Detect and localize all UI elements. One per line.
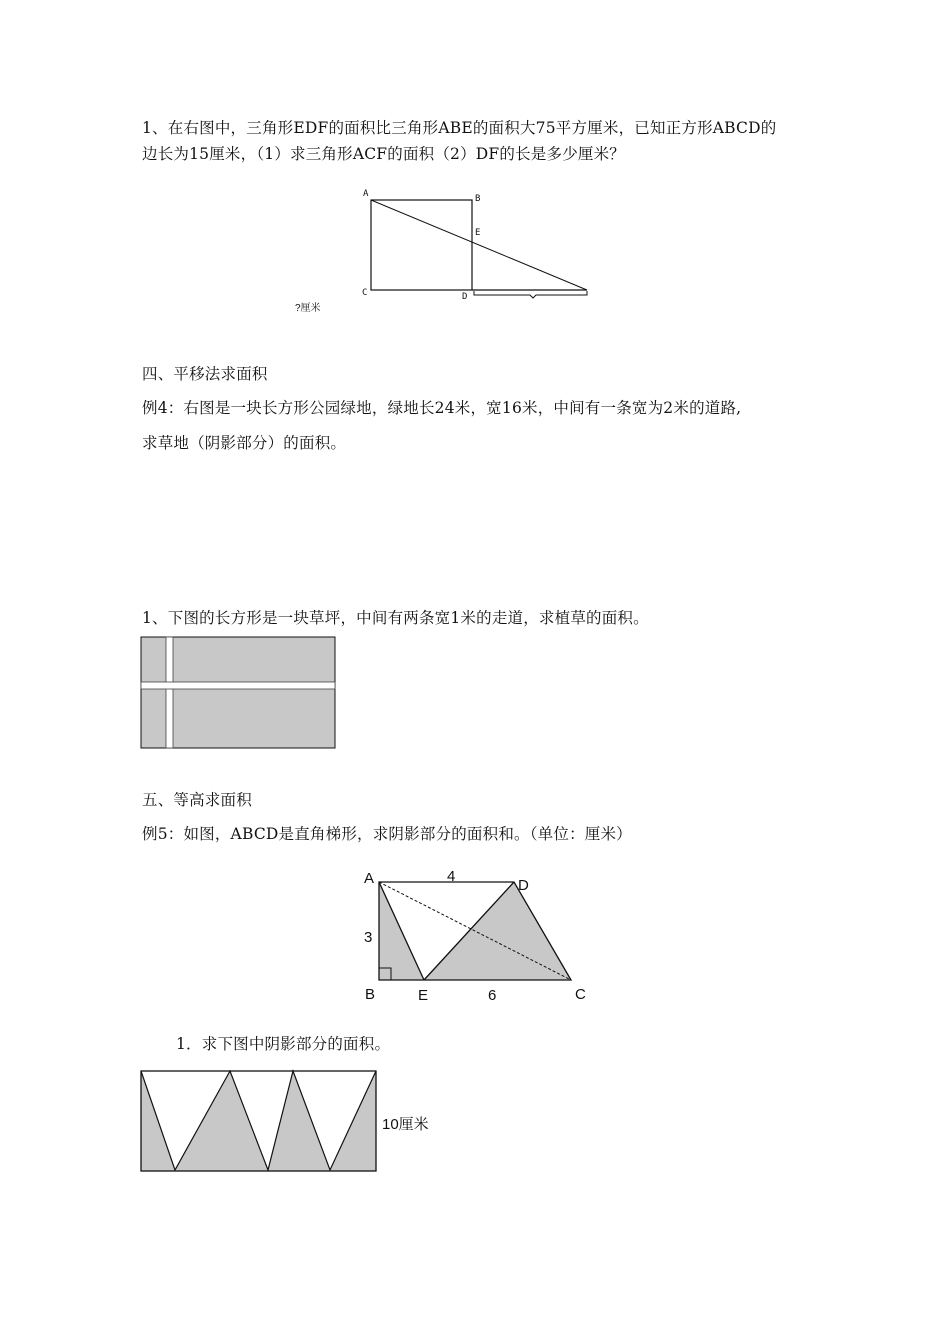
label-c: C [575, 986, 586, 1003]
zigzag-figure [140, 1069, 450, 1173]
example5-text: 例5：如图，ABCD是直角梯形，求阴影部分的面积和。（单位：厘米） [142, 825, 632, 843]
label-a: A [364, 870, 375, 887]
trapezoid-figure [355, 863, 595, 1005]
problem1-line2: 边长为15厘米，（1）求三角形ACF的面积（2）DF的长是多少厘米？ [142, 145, 625, 163]
label-a: A [363, 189, 369, 199]
shaded-triangle-ecd [424, 882, 571, 980]
label-unknown: ?厘米 [295, 303, 321, 314]
label-c: C [362, 288, 368, 298]
practice2-text: 1．求下图中阴影部分的面积。 [176, 1035, 391, 1053]
example4-line2: 求草地（阴影部分）的面积。 [142, 434, 347, 452]
square-abcd [371, 200, 472, 290]
label-e: E [418, 987, 429, 1004]
length-top: 4 [447, 868, 456, 885]
length-bottom: 6 [488, 987, 497, 1004]
label-d: D [462, 292, 468, 302]
height-label: 10厘米 [382, 1116, 429, 1133]
example4-line1: 例4：右图是一块长方形公园绿地，绿地长24米，宽16米，中间有一条宽为2米的道路, [142, 399, 742, 417]
square-triangle-figure [290, 183, 600, 318]
line-af [371, 200, 587, 290]
label-b: B [365, 986, 376, 1003]
section4-heading: 四、平移法求面积 [142, 365, 268, 383]
horizontal-walkway [141, 682, 335, 689]
section5-heading: 五、等高求面积 [142, 791, 252, 809]
length-left: 3 [364, 929, 373, 946]
lawn-figure [140, 636, 338, 750]
practice1-text: 1、下图的长方形是一块草坪，中间有两条宽1米的走道，求植草的面积。 [142, 609, 649, 627]
vertical-walkway [166, 637, 173, 748]
label-d: D [518, 877, 529, 894]
brace-df [474, 291, 587, 298]
problem1-line1: 1、在右图中，三角形EDF的面积比三角形ABE的面积大75平方厘米，已知正方形ABCD的 [142, 119, 777, 137]
label-b: B [475, 194, 481, 204]
label-e: E [475, 228, 481, 238]
